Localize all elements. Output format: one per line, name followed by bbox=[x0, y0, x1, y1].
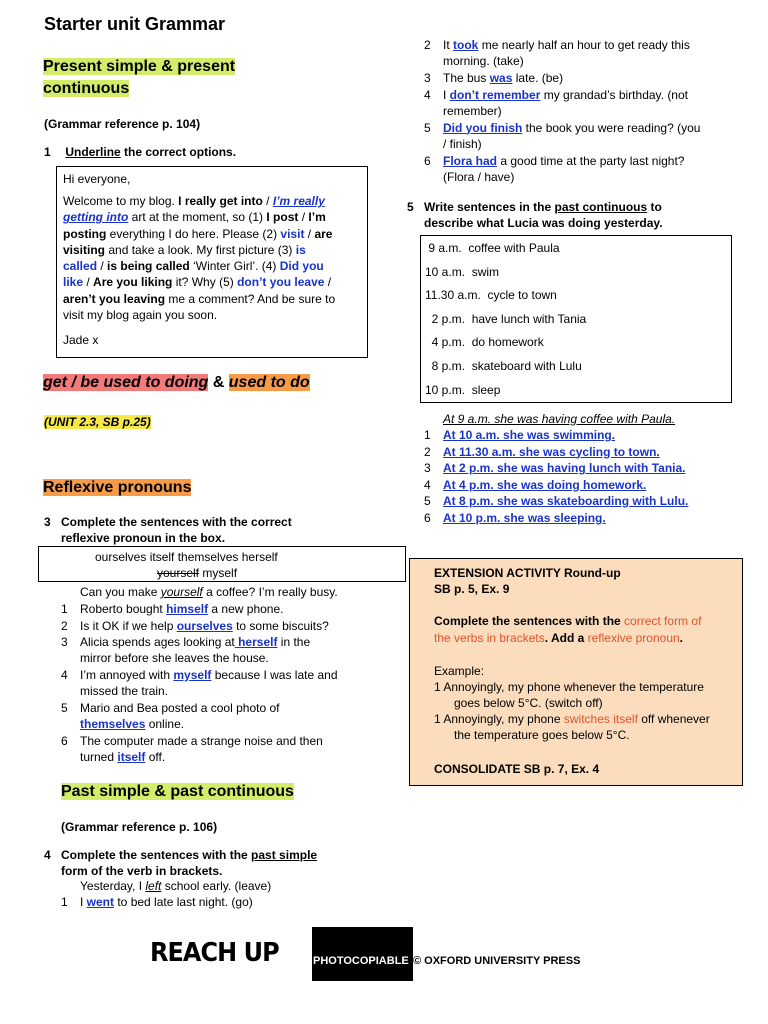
word-box bbox=[38, 546, 406, 582]
text: mirror before she leaves the house. bbox=[80, 651, 269, 665]
answer-text: ourselves bbox=[176, 618, 233, 633]
grammar-reference: (Grammar reference p. 104) bbox=[44, 117, 201, 131]
text: the book you were reading? (you bbox=[522, 120, 701, 135]
option-text: are bbox=[314, 226, 333, 241]
item-number: 6 bbox=[424, 153, 431, 168]
blog-greeting: Hi everyone, bbox=[63, 172, 131, 186]
exercise-3-item bbox=[61, 601, 381, 617]
exercise-number: 1 bbox=[44, 145, 51, 159]
instruction-end: . bbox=[679, 631, 684, 645]
text: I’m annoyed with bbox=[80, 668, 174, 682]
exercise-4-item bbox=[424, 37, 744, 69]
example-label: Example: bbox=[434, 664, 485, 678]
exercise-4-item bbox=[424, 87, 744, 119]
exercise-3-item bbox=[61, 667, 381, 699]
text: / bbox=[262, 194, 273, 208]
schedule-time: 9 a.m. bbox=[425, 241, 469, 255]
text: me nearly half an hour to get ready this bbox=[478, 38, 690, 52]
answer-text: At 4 p.m. she was doing homework. bbox=[443, 477, 647, 492]
instruction-line-1-end: to bbox=[647, 200, 662, 214]
text: online. bbox=[145, 717, 185, 731]
example-text: Can you make bbox=[80, 585, 161, 599]
example-text: 1 Annoyingly, my phone bbox=[434, 712, 564, 726]
text: missed the train. bbox=[80, 684, 169, 698]
option-text: I really get into bbox=[178, 194, 263, 208]
text: and take a look. My first picture (3) bbox=[105, 242, 296, 257]
copyright-text: © OXFORD UNIVERSITY PRESS bbox=[413, 955, 581, 967]
schedule-row bbox=[425, 287, 557, 303]
exercise-4-item bbox=[424, 153, 744, 185]
blog-line bbox=[63, 193, 363, 209]
blog-line bbox=[63, 226, 363, 242]
blog-text bbox=[63, 193, 363, 323]
page-title: Starter unit Grammar bbox=[44, 14, 226, 34]
item-number: 4 bbox=[424, 477, 431, 492]
exercise-3-instruction bbox=[44, 514, 292, 546]
extension-title: EXTENSION ACTIVITY Round-up bbox=[434, 566, 621, 580]
blog-line bbox=[63, 307, 363, 323]
text: ‘Winter Girl’. (4) bbox=[189, 259, 280, 274]
schedule-time: 4 p.m. bbox=[425, 335, 472, 350]
schedule-time: 10 a.m. bbox=[425, 264, 472, 279]
schedule-box bbox=[420, 235, 732, 403]
instruction-line-1: Write sentences in the bbox=[424, 200, 555, 214]
schedule-row bbox=[425, 240, 560, 256]
section-heading-used-to bbox=[43, 372, 310, 394]
consolidate-ref: CONSOLIDATE SB p. 7, Ex. 4 bbox=[434, 762, 600, 776]
text: I bbox=[443, 87, 450, 102]
exercise-3-item bbox=[61, 700, 381, 732]
section-heading-present bbox=[43, 56, 235, 100]
example-text-end: a coffee? I’m really busy. bbox=[202, 585, 338, 599]
blog-line bbox=[63, 258, 363, 274]
example-text: Yesterday, I bbox=[80, 879, 146, 893]
schedule-row bbox=[425, 334, 544, 350]
answer-text: was bbox=[489, 71, 513, 85]
blog-line bbox=[63, 242, 363, 258]
answer-text: Flora had bbox=[443, 153, 498, 168]
item-number: 5 bbox=[61, 701, 68, 715]
instruction-underlined: past continuous bbox=[554, 200, 648, 214]
schedule-activity: coffee with Paula bbox=[468, 241, 560, 255]
schedule-time: 11.30 a.m. bbox=[425, 288, 488, 303]
text: / bbox=[324, 275, 332, 290]
item-number: 2 bbox=[424, 38, 431, 52]
heading-line-2: continuous bbox=[43, 80, 130, 97]
text: turned bbox=[80, 750, 118, 764]
heading-line-1: Present simple & present bbox=[43, 58, 236, 75]
exercise-3-item bbox=[61, 634, 381, 666]
text: everything I do here. Please (2) bbox=[106, 226, 281, 241]
item-text-end: to bed late last night. (go) bbox=[114, 895, 253, 909]
answer-text: At 2 p.m. she was having lunch with Tania. bbox=[443, 461, 686, 475]
option-text: is bbox=[295, 242, 306, 257]
answer-text: himself bbox=[166, 602, 209, 616]
reach-up-logo: REACH UP bbox=[150, 938, 279, 968]
exercise-5-answer bbox=[424, 477, 646, 493]
text: Is it OK if we help bbox=[80, 618, 177, 633]
option-text: Did you bbox=[279, 259, 324, 274]
item-number: 4 bbox=[61, 668, 68, 682]
blog-box bbox=[56, 166, 368, 358]
text: off. bbox=[145, 750, 166, 764]
instruction-line-1: Complete the sentences with the bbox=[61, 848, 252, 862]
option-text: I’m bbox=[308, 210, 326, 225]
text: Welcome to my blog. bbox=[63, 194, 179, 208]
heading-part-1: get / be used to doing bbox=[43, 374, 209, 391]
text: it? Why (5) bbox=[172, 275, 238, 290]
instruction-underline: Underline bbox=[65, 145, 121, 159]
item-number: 2 bbox=[424, 444, 431, 459]
answer-text: myself bbox=[173, 668, 212, 682]
extension-box bbox=[409, 558, 743, 786]
text: / finish) bbox=[443, 136, 482, 151]
blog-signoff: Jade x bbox=[63, 333, 99, 347]
text: The computer made a strange noise and then bbox=[80, 734, 323, 748]
word-box-line-1: ourselves itself themselves herself bbox=[95, 550, 278, 564]
answer-text: Did you finish bbox=[443, 120, 523, 135]
text: / bbox=[298, 210, 309, 225]
text: to some biscuits? bbox=[232, 618, 329, 633]
item-number: 6 bbox=[424, 510, 431, 525]
schedule-row bbox=[425, 382, 500, 398]
instruction-text-2: . Add a bbox=[544, 631, 588, 645]
exercise-number: 5 bbox=[407, 200, 414, 214]
text: Alicia spends ages looking at bbox=[80, 635, 235, 649]
example-1-line-2: goes below 5°C. (switch off) bbox=[454, 696, 603, 710]
exercise-1-instruction bbox=[44, 144, 236, 160]
text: a new phone. bbox=[208, 602, 284, 616]
instruction-line-2: form of the verb in brackets. bbox=[61, 864, 223, 878]
item-number: 4 bbox=[424, 87, 431, 102]
text: / bbox=[83, 275, 94, 290]
instruction-line-2: reflexive pronoun in the box. bbox=[61, 531, 226, 545]
example-2-line-2: the temperature goes below 5°C. bbox=[454, 728, 630, 742]
exercise-5-answer bbox=[424, 427, 615, 443]
item-number: 5 bbox=[424, 120, 431, 135]
example-answer: yourself bbox=[160, 585, 203, 599]
instruction-line-2: describe what Lucia was doing yesterday. bbox=[424, 216, 663, 230]
option-text: Are you liking bbox=[93, 275, 173, 290]
text: It bbox=[443, 38, 454, 52]
example-1-line-1: 1 Annoyingly, my phone whenever the temperature bbox=[434, 680, 704, 694]
text: art at the moment, so (1) bbox=[128, 210, 267, 225]
instruction-line-1: Complete the sentences with the correct bbox=[61, 515, 292, 529]
schedule-row bbox=[425, 264, 499, 280]
exercise-3-item bbox=[61, 618, 381, 634]
schedule-time: 2 p.m. bbox=[425, 311, 472, 326]
item-number: 1 bbox=[61, 602, 68, 616]
heading-part-2: used to do bbox=[228, 374, 310, 391]
exercise-4-instruction bbox=[44, 847, 317, 879]
option-text: called bbox=[63, 259, 98, 274]
text: in the bbox=[277, 635, 311, 649]
instruction-highlight-1: correct form of bbox=[624, 614, 702, 628]
exercise-3-item bbox=[61, 733, 381, 765]
word-box-line-2 bbox=[157, 565, 237, 581]
item-number: 5 bbox=[424, 494, 431, 508]
exercise-5-answer bbox=[424, 460, 685, 476]
section-heading-reflexive bbox=[43, 477, 191, 499]
text: / bbox=[97, 259, 108, 274]
text: remember) bbox=[443, 103, 502, 118]
blog-line bbox=[63, 209, 363, 225]
option-text: don’t you leave bbox=[237, 275, 325, 290]
text: / bbox=[304, 226, 315, 241]
instruction-underlined: past simple bbox=[251, 848, 318, 862]
instruction-text: the correct options. bbox=[120, 145, 237, 159]
text: Roberto bought bbox=[80, 602, 167, 616]
exercise-number: 4 bbox=[44, 848, 51, 862]
option-text: visit bbox=[280, 226, 305, 241]
unit-reference-text: (UNIT 2.3, SB p.25) bbox=[44, 415, 151, 429]
grammar-reference-2: (Grammar reference p. 106) bbox=[61, 820, 218, 834]
schedule-activity: do homework bbox=[471, 335, 544, 350]
item-number: 6 bbox=[61, 734, 68, 748]
option-text: I’m really bbox=[272, 194, 325, 208]
struck-word: yourself bbox=[157, 566, 200, 580]
instruction-text: Complete the sentences with the bbox=[434, 614, 625, 628]
option-text: posting bbox=[63, 226, 107, 241]
exercise-5-answer bbox=[424, 444, 660, 460]
option-text: visiting bbox=[63, 242, 106, 257]
photocopiable-text: PHOTOCOPIABLE bbox=[313, 955, 409, 967]
item-number: 3 bbox=[61, 635, 68, 649]
answer-text: At 11.30 a.m. she was cycling to town. bbox=[443, 444, 660, 459]
text: (Flora / have) bbox=[443, 169, 515, 184]
item-number: 3 bbox=[424, 461, 431, 475]
schedule-time: 10 p.m. bbox=[425, 382, 472, 397]
exercise-5-answer bbox=[424, 510, 606, 526]
schedule-activity: cycle to town bbox=[487, 288, 557, 303]
text: morning. (take) bbox=[443, 54, 524, 68]
photocopiable-badge bbox=[312, 927, 413, 981]
option-text: I post bbox=[266, 210, 299, 225]
text: because I was late and bbox=[211, 668, 338, 682]
text: a good time at the party last night? bbox=[497, 153, 685, 168]
option-text: like bbox=[63, 275, 84, 290]
instruction-highlight-3: reflexive pronoun bbox=[587, 631, 680, 645]
text: Mario and Bea posted a cool photo of bbox=[80, 701, 280, 715]
instruction-highlight-2: the verbs in brackets bbox=[434, 631, 545, 645]
schedule-row bbox=[425, 311, 586, 327]
example-highlight: switches itself bbox=[563, 712, 638, 726]
exercise-4-example bbox=[80, 878, 271, 894]
option-text: aren’t you leaving bbox=[63, 291, 166, 306]
text: visit my blog again you soon. bbox=[63, 308, 218, 323]
example-2-line-1 bbox=[434, 711, 710, 727]
example-text-end: off whenever bbox=[637, 712, 710, 726]
item-answer: went bbox=[86, 895, 115, 909]
text: me a comment? And be sure to bbox=[165, 291, 336, 306]
answer-text: herself bbox=[234, 635, 278, 649]
text: my grandad’s birthday. (not bbox=[540, 87, 688, 102]
schedule-time: 8 p.m. bbox=[425, 359, 472, 373]
item-number: 1 bbox=[424, 428, 431, 442]
blog-line bbox=[63, 291, 363, 307]
past-heading-text: Past simple & past continuous bbox=[61, 783, 294, 800]
exercise-3-example bbox=[80, 584, 338, 600]
exercise-number: 3 bbox=[44, 515, 51, 529]
answer-text: At 10 a.m. she was swimming. bbox=[443, 428, 616, 442]
section-heading-past bbox=[61, 781, 294, 803]
answer-text: don’t remember bbox=[449, 87, 541, 102]
item-number: 2 bbox=[61, 618, 68, 633]
option-text: is being called bbox=[107, 259, 190, 274]
heading-ampersand: & bbox=[208, 374, 229, 391]
option-text: getting into bbox=[63, 210, 129, 225]
answer-text: At 10 p.m. she was sleeping. bbox=[443, 510, 606, 525]
reflexive-heading-text: Reflexive pronouns bbox=[43, 479, 192, 496]
text: The bus bbox=[443, 71, 490, 85]
exercise-4-item bbox=[424, 70, 744, 86]
extension-instruction bbox=[434, 613, 739, 647]
extension-ref: SB p. 5, Ex. 9 bbox=[434, 582, 510, 596]
item-text: I bbox=[80, 895, 87, 909]
unit-reference bbox=[44, 414, 151, 430]
schedule-activity: skateboard with Lulu bbox=[471, 359, 582, 373]
answer-text: took bbox=[453, 38, 479, 52]
example-answer: left bbox=[145, 879, 162, 893]
exercise-5-answer bbox=[424, 493, 688, 509]
schedule-activity: have lunch with Tania bbox=[471, 311, 587, 326]
schedule-activity: swim bbox=[471, 264, 500, 279]
word-box-last: myself bbox=[199, 566, 238, 580]
example-text-end: school early. (leave) bbox=[161, 879, 272, 893]
answer-text: At 8 p.m. she was skateboarding with Lulu. bbox=[443, 494, 689, 508]
exercise-4-item bbox=[424, 120, 744, 152]
exercise-5-instruction bbox=[407, 199, 663, 231]
schedule-row bbox=[425, 358, 582, 374]
answer-text: themselves bbox=[80, 717, 146, 731]
exercise-5-example: At 9 a.m. she was having coffee with Paula. bbox=[443, 412, 676, 426]
item-number: 3 bbox=[424, 71, 431, 85]
schedule-activity: sleep bbox=[471, 382, 501, 397]
item-number: 1 bbox=[61, 895, 68, 909]
blog-line bbox=[63, 274, 363, 290]
text: late. (be) bbox=[512, 71, 564, 85]
exercise-4-item-1 bbox=[61, 894, 361, 910]
answer-text: itself bbox=[117, 750, 146, 764]
